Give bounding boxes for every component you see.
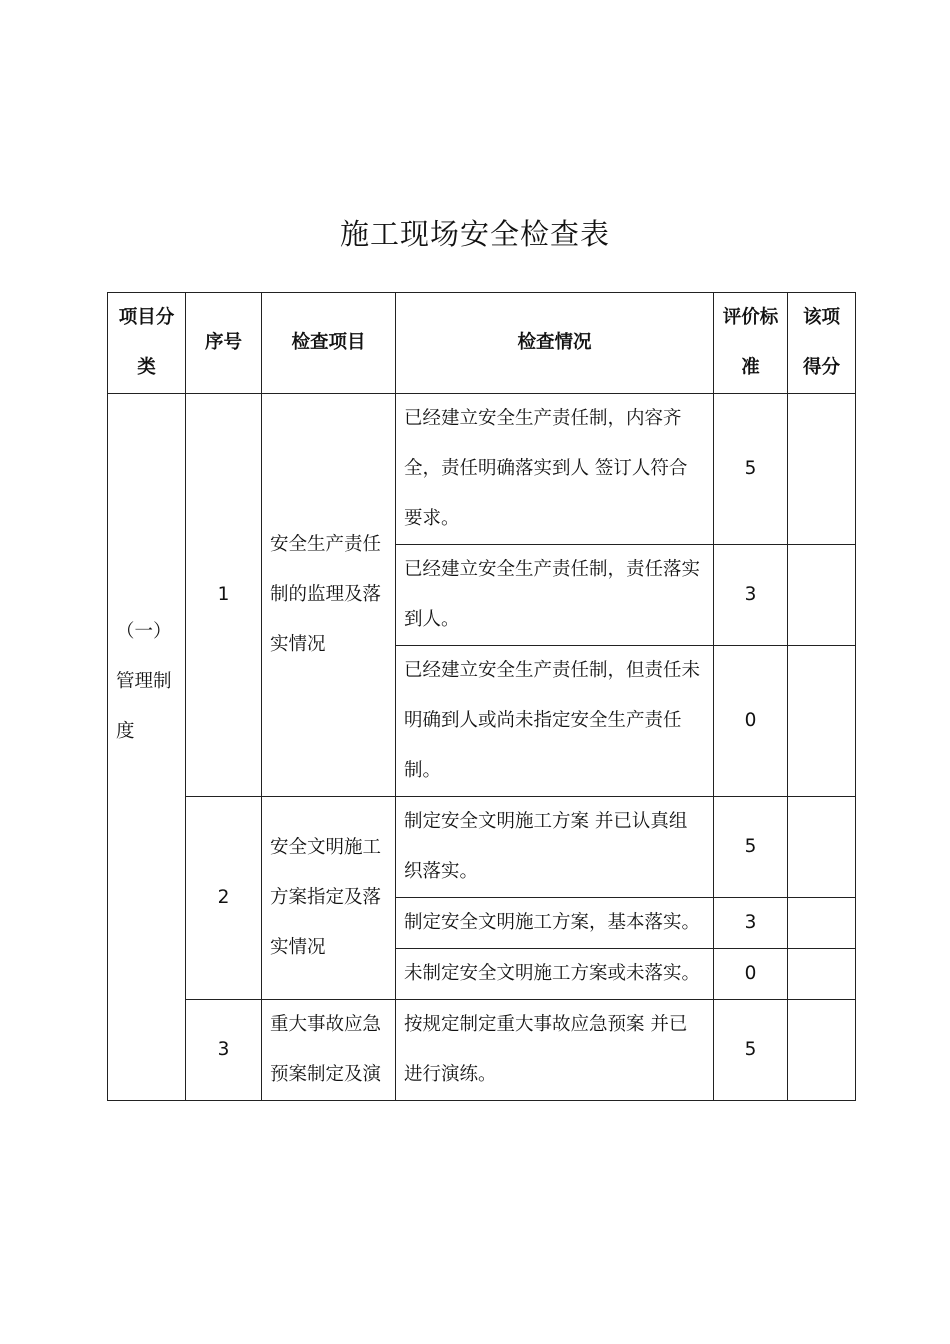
score-cell[interactable] (788, 797, 856, 898)
safety-check-table (107, 292, 856, 1101)
situation-cell: 未制定安全文明施工方案或未落实。 (396, 949, 714, 1000)
score-cell[interactable] (788, 545, 856, 646)
standard-cell: 5 (714, 394, 788, 545)
seq-cell: 2 (186, 797, 262, 1000)
situation-cell: 按规定制定重大事故应急预案 并已进行演练。 (396, 1000, 714, 1101)
header-situation: 检查情况 (396, 293, 714, 394)
item-cell: 安全生产责任制的监理及落实情况 (262, 394, 396, 797)
situation-cell: 已经建立安全生产责任制，内容齐全，责任明确落实到人 签订人符合要求。 (396, 394, 714, 545)
situation-cell: 已经建立安全生产责任制，责任落实到人。 (396, 545, 714, 646)
seq-cell: 1 (186, 394, 262, 797)
category-label: （一）管理制度 (116, 621, 172, 742)
standard-cell: 0 (714, 949, 788, 1000)
seq-cell: 3 (186, 1000, 262, 1101)
header-standard: 评价标准 (714, 293, 788, 394)
standard-cell: 5 (714, 797, 788, 898)
situation-cell: 已经建立安全生产责任制，但责任未明确到人或尚未指定安全生产责任制。 (396, 646, 714, 797)
table-row (108, 1000, 856, 1101)
standard-cell: 3 (714, 545, 788, 646)
standard-cell: 0 (714, 646, 788, 797)
header-seq: 序号 (186, 293, 262, 394)
situation-cell: 制定安全文明施工方案，基本落实。 (396, 898, 714, 949)
score-cell[interactable] (788, 1000, 856, 1101)
header-score: 该项得分 (788, 293, 856, 394)
category-cell (108, 394, 186, 1101)
table-row (108, 394, 856, 545)
score-cell[interactable] (788, 646, 856, 797)
header-row (108, 293, 856, 394)
standard-cell: 3 (714, 898, 788, 949)
header-item: 检查项目 (262, 293, 396, 394)
situation-cell: 制定安全文明施工方案 并已认真组织落实。 (396, 797, 714, 898)
score-cell[interactable] (788, 898, 856, 949)
item-cell: 重大事故应急预案制定及演 (262, 1000, 396, 1101)
score-cell[interactable] (788, 949, 856, 1000)
header-category: 项目分类 (108, 293, 186, 394)
standard-cell: 5 (714, 1000, 788, 1101)
document-title: 施工现场安全检查表 (339, 217, 610, 251)
item-cell: 安全文明施工方案指定及落实情况 (262, 797, 396, 1000)
table-row (108, 797, 856, 898)
score-cell[interactable] (788, 394, 856, 545)
